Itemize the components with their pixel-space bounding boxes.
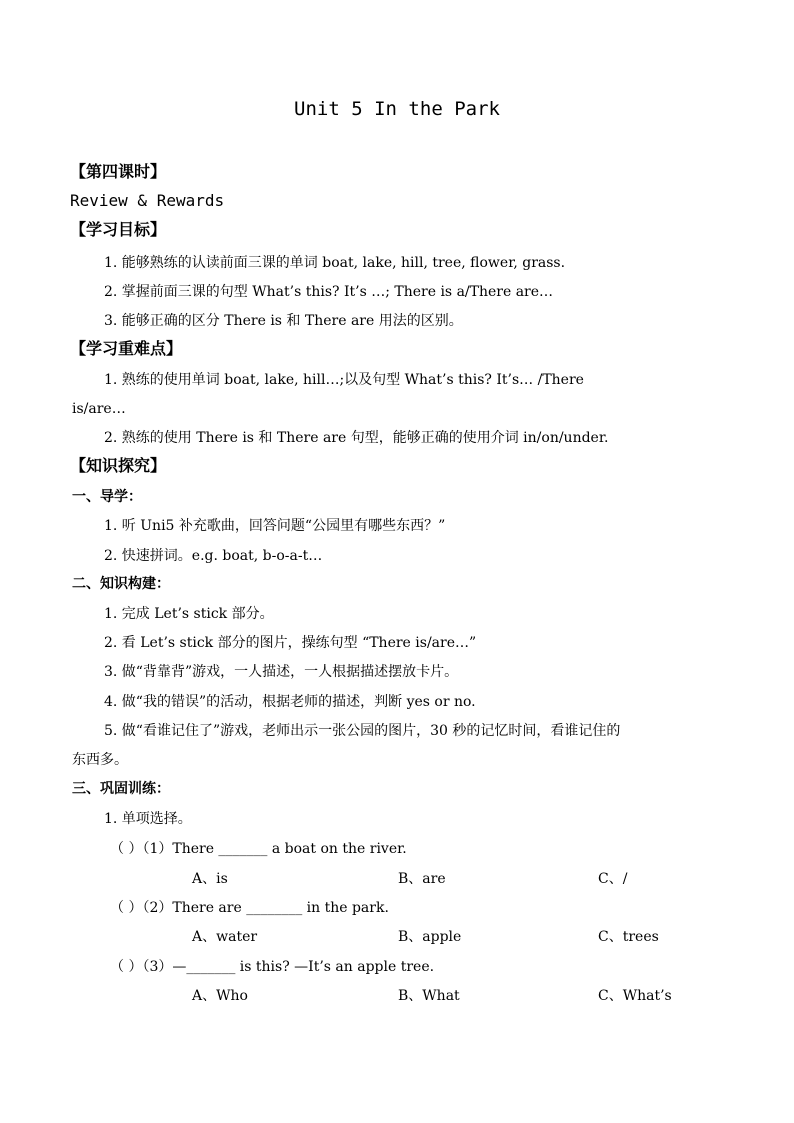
section-1-item: 1. 听 Uni5 补充歌曲，回答问题“公园里有哪些东西？” xyxy=(104,518,446,534)
goal-item: 1. 能够熟练的认读前面三课的单词 boat, lake, hill, tree, flower, grass. xyxy=(104,255,566,271)
section-2-item-continued: 东西多。 xyxy=(72,752,128,768)
section-2-item: 3. 做“背靠背”游戏，一人描述，一人根据描述摆放卡片。 xyxy=(104,664,459,680)
goals-heading: 【学习目标】 xyxy=(70,220,167,239)
page-title: Unit 5 In the Park xyxy=(294,98,500,120)
goal-item: 3. 能够正确的区分 There is 和 There are 用法的区别。 xyxy=(104,313,463,329)
question-2-option-a: A、water xyxy=(192,929,258,945)
lesson-label: 【第四课时】 xyxy=(70,162,167,181)
section-3-title: 三、巩固训练： xyxy=(72,781,170,797)
section-2-item: 4. 做“我的错误”的活动，根据老师的描述，判断 yes or no. xyxy=(104,694,476,710)
section-1-title: 一、导学： xyxy=(72,489,142,505)
goal-item: 2. 掌握前面三课的句型 What’s this? It’s …; There is a/There are… xyxy=(104,284,554,300)
explore-heading: 【知识探究】 xyxy=(70,456,167,475)
lesson-name: Review & Rewards xyxy=(70,191,225,210)
section-2-item: 5. 做“看谁记住了”游戏，老师出示一张公园的图片，30 秒的记忆时间，看谁记住的 xyxy=(104,723,621,739)
keypoints-heading: 【学习重难点】 xyxy=(70,339,183,358)
question-2-stem: （ ）（2）There are ________ in the park. xyxy=(110,900,389,916)
question-3-option-c: C、What’s xyxy=(598,988,672,1004)
section-2-item: 2. 看 Let’s stick 部分的图片，操练句型 “There is/are…” xyxy=(104,635,477,651)
question-1-option-b: B、are xyxy=(398,871,446,887)
question-1-option-c: C、/ xyxy=(598,871,628,887)
question-2-option-c: C、trees xyxy=(598,929,659,945)
keypoint-item: 2. 熟练的使用 There is 和 There are 句型，能够正确的使用介词 in/on/under. xyxy=(104,430,609,446)
question-3-option-b: B、What xyxy=(398,988,460,1004)
keypoint-item: 1. 熟练的使用单词 boat, lake, hill…;以及句型 What’s this? It’s… /There xyxy=(104,372,584,388)
keypoint-item-continued: is/are… xyxy=(72,401,126,417)
question-2-option-b: B、apple xyxy=(398,929,462,945)
question-3-stem: （ ）（3）—_______ is this? —It’s an apple tree. xyxy=(110,959,435,975)
section-2-title: 二、知识构建： xyxy=(72,576,170,592)
question-3-option-a: A、Who xyxy=(192,988,248,1004)
question-1-stem: （ ）（1）There _______ a boat on the river. xyxy=(110,841,407,857)
section-3-intro: 1. 单项选择。 xyxy=(104,811,192,827)
section-1-item: 2. 快速拼词。e.g. boat, b-o-a-t… xyxy=(104,548,323,564)
question-1-option-a: A、is xyxy=(192,871,228,887)
section-2-item: 1. 完成 Let’s stick 部分。 xyxy=(104,606,274,622)
